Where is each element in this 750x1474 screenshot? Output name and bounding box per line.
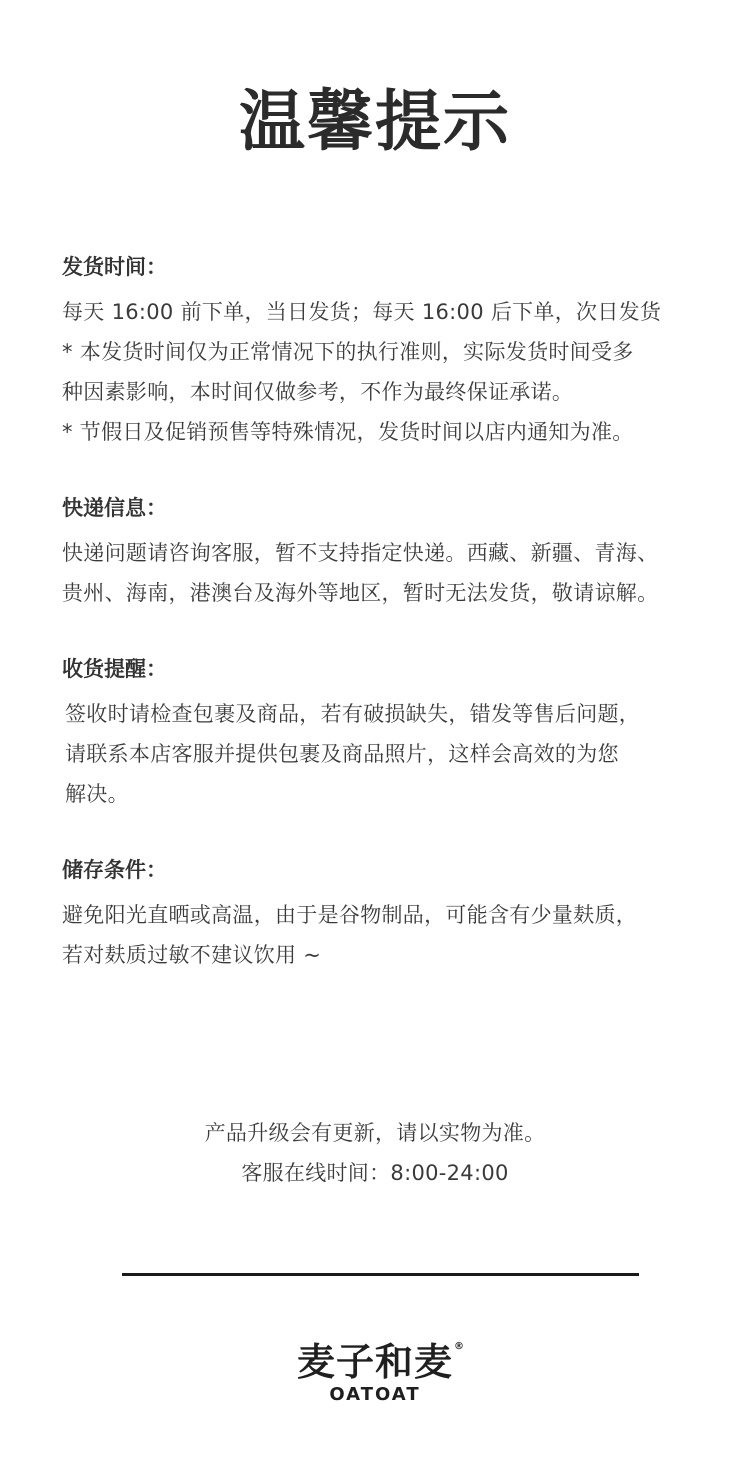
footer-note-line: 产品升级会有更新，请以实物为准。 <box>204 1121 546 1145</box>
brand-logo <box>0 1340 750 1406</box>
footer-notes <box>0 1113 750 1193</box>
section-text-line: 若对麸质过敏不建议饮用 ~ <box>62 943 322 967</box>
brand-name-cn-text: 麦子和麦 <box>296 1340 453 1384</box>
courier-info-section <box>62 493 694 613</box>
storage-conditions-section <box>62 855 694 975</box>
brand-name-cn <box>296 1340 465 1384</box>
section-text-line: 每天 16:00 前下单，当日发货；每天 16:00 后下单，次日发货 <box>62 300 662 324</box>
page-title: 温馨提示 <box>239 83 511 160</box>
section-heading: 储存条件： <box>62 858 167 882</box>
brand-name-en: OATOAT <box>329 1384 421 1405</box>
section-text-line: 种因素影响，本时间仅做参考，不作为最终保证承诺。 <box>62 380 574 404</box>
section-heading: 快递信息： <box>62 496 167 520</box>
section-text-line: 签收时请检查包裹及商品，若有破损缺失，错发等售后问题， <box>65 702 641 726</box>
section-text-line: 快递问题请咨询客服，暂不支持指定快递。西藏、新疆、青海、 <box>62 541 659 565</box>
receipt-reminder-section <box>62 654 694 814</box>
registered-mark-icon: ® <box>454 1341 465 1352</box>
section-text-line: 贵州、海南，港澳台及海外等地区，暂时无法发货，敬请谅解。 <box>62 581 659 605</box>
section-text-line: 避免阳光直晒或高温，由于是谷物制品，可能含有少量麸质， <box>62 903 638 927</box>
section-text-line: * 节假日及促销预售等特殊情况，发货时间以店内通知为准。 <box>62 420 634 444</box>
divider <box>122 1273 639 1276</box>
section-text-line: * 本发货时间仅为正常情况下的执行准则，实际发货时间受多 <box>62 340 634 364</box>
section-heading: 收货提醒： <box>62 657 167 681</box>
shipping-time-section <box>62 252 694 452</box>
section-text-line: 请联系本店客服并提供包裹及商品照片，这样会高效的为您 <box>65 742 619 766</box>
section-text-line: 解决。 <box>65 782 129 806</box>
section-heading: 发货时间： <box>62 255 167 279</box>
footer-note-line: 客服在线时间：8:00-24:00 <box>241 1161 509 1185</box>
